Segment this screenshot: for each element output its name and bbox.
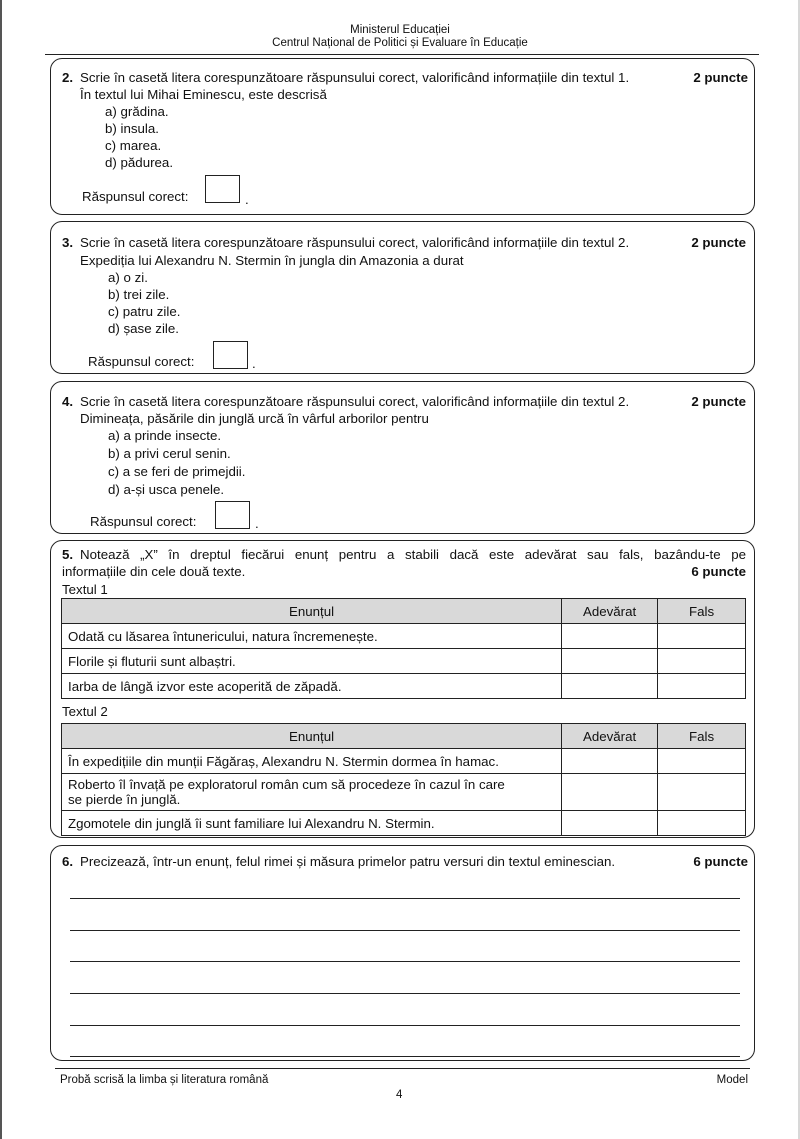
- question-2-stem: În textul lui Mihai Eminescu, este descrisă: [80, 87, 327, 102]
- textul-2-label: Textul 2: [62, 704, 108, 719]
- statement-cell: În expedițiile din munții Făgăraș, Alexandru N. Stermin dormea în hamac.: [62, 749, 562, 774]
- adevarat-cell[interactable]: [562, 624, 658, 649]
- question-4-option-a: a) a prinde insecte.: [108, 428, 222, 443]
- header-ministry: Ministerul Educației: [350, 24, 450, 36]
- question-4-answer-box[interactable]: [215, 501, 250, 529]
- question-6-points: 6 puncte: [693, 854, 748, 869]
- question-5-box: [50, 540, 755, 838]
- adevarat-cell[interactable]: [562, 774, 658, 811]
- question-2-option-c: c) marea.: [105, 138, 162, 153]
- question-4-points: 2 puncte: [691, 394, 746, 409]
- question-4-option-b: b) a privi cerul senin.: [108, 446, 231, 461]
- footer-model-label: Model: [716, 1074, 748, 1086]
- column-header-fals: Fals: [658, 724, 746, 749]
- fals-cell[interactable]: [658, 649, 746, 674]
- question-3-answer-period: .: [252, 356, 256, 371]
- question-3-option-a: a) o zi.: [108, 270, 148, 285]
- header-center: Centrul Național de Politici și Evaluare în Educație: [272, 37, 528, 49]
- question-4-number: 4.: [62, 394, 74, 409]
- question-2-option-d: d) pădurea.: [105, 155, 174, 170]
- question-2-number: 2.: [62, 70, 74, 85]
- question-3-points: 2 puncte: [691, 235, 746, 250]
- table-row: [62, 649, 746, 674]
- textul-1-table: [61, 598, 746, 699]
- question-4-stem: Dimineața, păsările din junglă urcă în vârful arborilor pentru: [80, 411, 429, 426]
- fals-cell[interactable]: [658, 749, 746, 774]
- question-2-option-b: b) insula.: [105, 121, 159, 136]
- adevarat-cell[interactable]: [562, 649, 658, 674]
- adevarat-cell[interactable]: [562, 749, 658, 774]
- question-4-answer-period: .: [255, 516, 259, 531]
- column-header-enuntul: Enunțul: [62, 724, 562, 749]
- column-header-enuntul: Enunțul: [62, 599, 562, 624]
- question-2-answer-period: .: [245, 192, 249, 207]
- textul-2-table: [61, 723, 746, 836]
- question-5-number: 5.: [62, 547, 74, 562]
- footer-divider: [55, 1068, 750, 1069]
- question-2-answer-label: Răspunsul corect:: [82, 189, 189, 204]
- footer-exam-title: Probă scrisă la limba și literatura română: [60, 1074, 269, 1086]
- page-header: [0, 24, 800, 50]
- question-4-option-d: d) a-și usca penele.: [108, 482, 225, 497]
- answer-line[interactable]: [70, 1056, 740, 1057]
- question-5-prompt-line2: informațiile din cele două texte.: [62, 564, 246, 579]
- question-2-box: [50, 58, 755, 215]
- question-4-option-c: c) a se feri de primejdii.: [108, 464, 246, 479]
- table-row: [62, 674, 746, 699]
- question-5-points: 6 puncte: [691, 564, 746, 579]
- adevarat-cell[interactable]: [562, 674, 658, 699]
- question-2-answer-box[interactable]: [205, 175, 240, 203]
- answer-line[interactable]: [70, 961, 740, 962]
- fals-cell[interactable]: [658, 811, 746, 836]
- fals-cell[interactable]: [658, 624, 746, 649]
- table-row: [62, 624, 746, 649]
- question-3-option-c: c) patru zile.: [108, 304, 181, 319]
- question-5-prompt-line1: Notează „X” în dreptul fiecărui enunț pentru a stabili dacă este adevărat sau fals, bazându-te pe: [80, 547, 746, 562]
- table-row: [62, 774, 746, 811]
- question-6-prompt: Precizează, într-un enunț, felul rimei și măsura primelor patru versuri din textul eminescian.: [80, 854, 616, 869]
- statement-cell: Zgomotele din junglă îi sunt familiare lui Alexandru N. Stermin.: [62, 811, 562, 836]
- statement-cell: Odată cu lăsarea întunericului, natura încremenește.: [62, 624, 562, 649]
- column-header-adevarat: Adevărat: [562, 599, 658, 624]
- answer-line[interactable]: [70, 993, 740, 994]
- question-3-number: 3.: [62, 235, 74, 250]
- fals-cell[interactable]: [658, 774, 746, 811]
- table-header-row: [62, 599, 746, 624]
- question-3-box: [50, 221, 755, 374]
- question-3-answer-box[interactable]: [213, 341, 248, 369]
- question-4-box: [50, 381, 755, 534]
- fals-cell[interactable]: [658, 674, 746, 699]
- question-3-option-b: b) trei zile.: [108, 287, 170, 302]
- answer-line[interactable]: [70, 898, 740, 899]
- column-header-adevarat: Adevărat: [562, 724, 658, 749]
- statement-cell: Florile și fluturii sunt albaștri.: [62, 649, 562, 674]
- table-row: [62, 811, 746, 836]
- question-6-number: 6.: [62, 854, 74, 869]
- statement-cell: Roberto îl învață pe exploratorul român cum să procedeze în cazul în care se pierde în junglă.: [62, 774, 562, 811]
- table-row: [62, 749, 746, 774]
- question-2-prompt: Scrie în casetă litera corespunzătoare răspunsului corect, valorificând informațiile din textul 1.: [80, 70, 630, 85]
- question-2-points: 2 puncte: [693, 70, 748, 85]
- page-number: 4: [396, 1089, 403, 1101]
- answer-line[interactable]: [70, 1025, 740, 1026]
- question-4-answer-label: Răspunsul corect:: [90, 514, 197, 529]
- header-divider: [45, 54, 759, 55]
- table-header-row: [62, 724, 746, 749]
- question-3-answer-label: Răspunsul corect:: [88, 354, 195, 369]
- question-3-option-d: d) șase zile.: [108, 321, 179, 336]
- column-header-fals: Fals: [658, 599, 746, 624]
- question-2-option-a: a) grădina.: [105, 104, 169, 119]
- adevarat-cell[interactable]: [562, 811, 658, 836]
- statement-cell: Iarba de lângă izvor este acoperită de zăpadă.: [62, 674, 562, 699]
- page-edge-left: [0, 0, 2, 1139]
- question-6-box: [50, 845, 755, 1061]
- question-4-prompt: Scrie în casetă litera corespunzătoare răspunsului corect, valorificând informațiile din textul 2.: [80, 394, 630, 409]
- answer-line[interactable]: [70, 930, 740, 931]
- textul-1-label: Textul 1: [62, 582, 108, 597]
- question-3-prompt: Scrie în casetă litera corespunzătoare răspunsului corect, valorificând informațiile din textul 2.: [80, 235, 630, 250]
- question-3-stem: Expediția lui Alexandru N. Stermin în jungla din Amazonia a durat: [80, 253, 464, 268]
